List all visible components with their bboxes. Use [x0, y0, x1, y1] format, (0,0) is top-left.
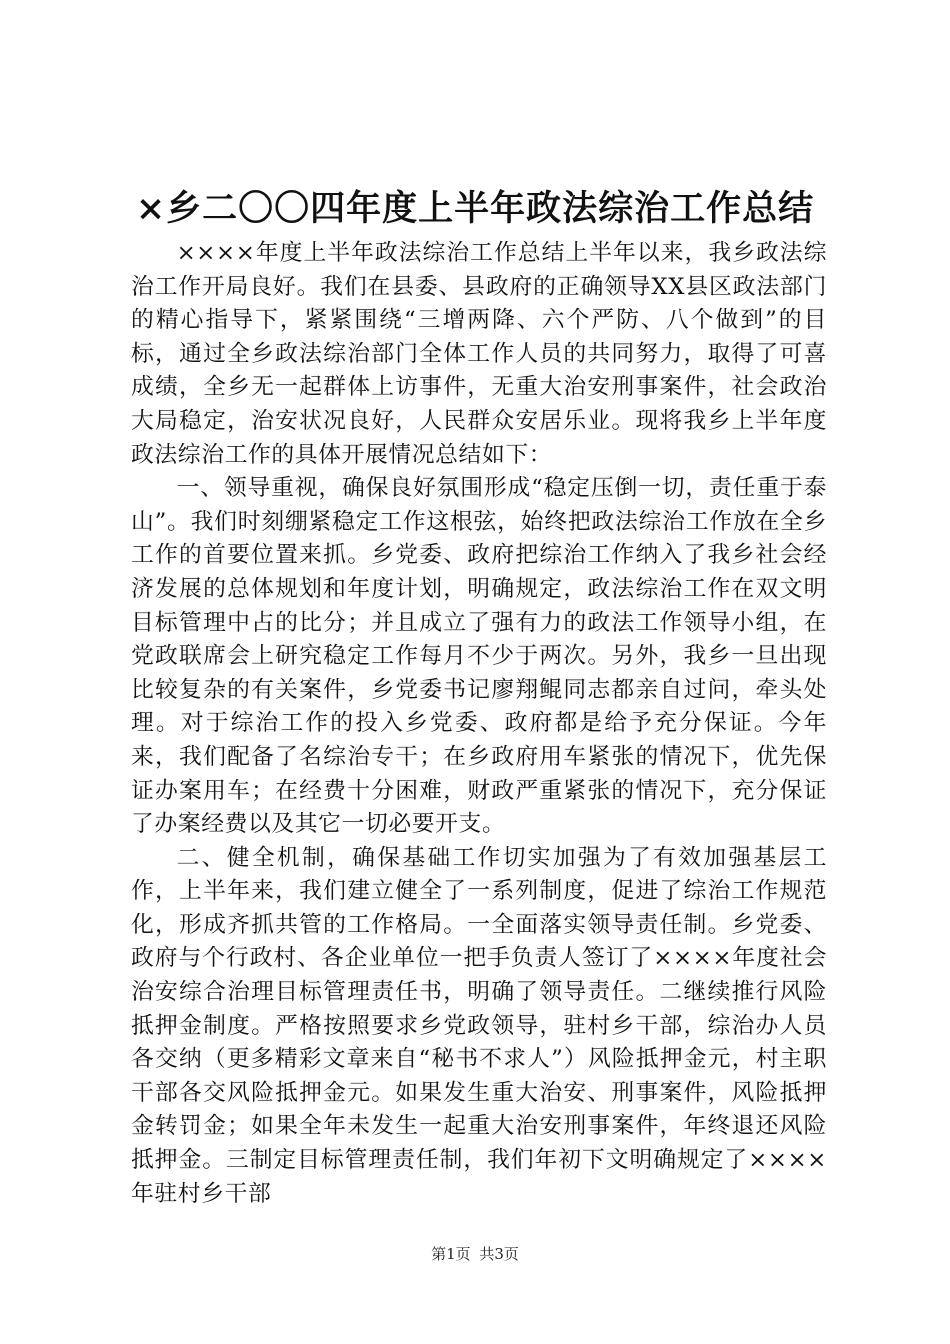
page-number: 第1页: [431, 1245, 471, 1263]
paragraph-section-1: 一、领导重视，确保良好氛围形成“稳定压倒一切，责任重于泰山”。我们时刻绷紧稳定工作这根弦，始终把政法综治工作放在全乡工作的首要位置来抓。乡党委、政府把综治工作纳入了我乡社会经济发展的总体规划和年度计划，明确规定，政法综治工作在双文明目标管理中占的比分；并且成立了强有力的政法工作领导小组，在党政联席会上研究稳定工作每月不少于两次。另外，我乡一旦出现比较复杂的有关案件，乡党委书记廖翔鲲同志都亲自过问，牵头处理。对于综治工作的投入乡党委、政府都是给予充分保证。今年来，我们配备了名综治专干；在乡政府用车紧张的情况下，优先保证办案用车；在经费十分困难，财政严重紧张的情况下，充分保证了办案经费以及其它一切必要开支。: [131, 475, 827, 838]
page-total: 共3页: [479, 1245, 519, 1263]
page-footer: [0, 1244, 950, 1264]
document-body: [131, 237, 827, 1211]
paragraph-section-2: 二、健全机制，确保基础工作切实加强为了有效加强基层工作，上半年来，我们建立健全了一系列制度，促进了综治工作规范化，形成齐抓共管的工作格局。一全面落实领导责任制。乡党委、政府与个行政村、各企业单位一把手负责人签订了××××年度社会治安综合治理目标管理责任书，明确了领导责任。二继续推行风险抵押金制度。严格按照要求乡党政领导，驻村乡干部，综治办人员各交纳（更多精彩文章来自“秘书不求人”）风险抵押金元，村主职干部各交风险抵押金元。如果发生重大治安、刑事案件，风险抵押金转罚金；如果全年未发生一起重大治安刑事案件，年终退还风险抵押金。三制定目标管理责任制，我们年初下文明确规定了××××年驻村乡干部: [131, 844, 827, 1207]
document-title: ×乡二〇〇四年度上半年政法综治工作总结: [135, 188, 815, 229]
paragraph-intro: ××××年度上半年政法综治工作总结上半年以来，我乡政法综治工作开局良好。我们在县委、县政府的正确领导XX县区政法部门的精心指导下，紧紧围绕“三增两降、六个严防、八个做到”的目标，通过全乡政法综治部门全体工作人员的共同努力，取得了可喜成绩，全乡无一起群体上访事件，无重大治安刑事案件，社会政治大局稳定，治安状况良好，人民群众安居乐业。现将我乡上半年度政法综治工作的具体开展情况总结如下：: [131, 240, 827, 468]
